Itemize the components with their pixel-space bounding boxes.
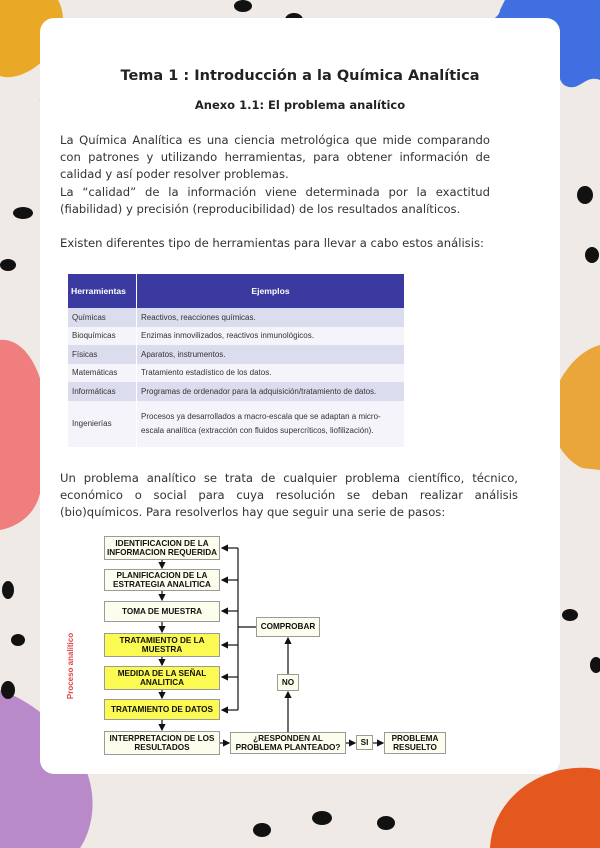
no-label: NO	[277, 674, 299, 691]
step-interpretation: INTERPRETACION DE LOS RESULTADOS	[104, 731, 220, 755]
decision-question: ¿RESPONDEN AL PROBLEMA PLANTEADO?	[230, 732, 346, 754]
table-cell-example: Programas de ordenador para la adquisición/tratamiento de datos.	[137, 382, 405, 401]
paragraph-tools-intro: Existen diferentes tipo de herramientas para llevar a cabo estos análisis:	[60, 236, 484, 250]
table-cell-example: Tratamiento estadístico de los datos.	[137, 364, 405, 383]
yes-label: SI	[356, 735, 373, 750]
table-cell-tool: Químicas	[68, 308, 137, 327]
paragraph-analytical-problem: Un problema analítico se trata de cualquier problema científico, técnico, económico o social para cuya resolución se deban realizar análisis (bio)químicos. Para resolverlos hay que seguir una serie de pasos:	[60, 471, 518, 520]
table-cell-tool: Ingenierías	[68, 401, 137, 447]
table-header-tools: Herramientas	[68, 274, 137, 308]
step-planning: PLANIFICACION DE LA ESTRATEGIA ANALITICA	[104, 569, 220, 591]
step-identification: IDENTIFICACION DE LA INFORMACION REQUERIDA	[104, 536, 220, 560]
table-header-examples: Ejemplos	[137, 274, 405, 308]
step-sampling: TOMA DE MUESTRA	[104, 601, 220, 622]
table-cell-example: Reactivos, reacciones químicas.	[137, 308, 405, 327]
table-cell-example: Enzimas inmovilizados, reactivos inmunológicos.	[137, 327, 405, 346]
table-cell-tool: Físicas	[68, 345, 137, 364]
check-box: COMPROBAR	[256, 617, 320, 637]
table-cell-example: Aparatos, instrumentos.	[137, 345, 405, 364]
paragraph-quality: La “calidad” de la información viene determinada por la exactitud (fiabilidad) y precisión (reproducibilidad) de los resultados analíticos.	[60, 185, 490, 217]
table-cell-tool: Informáticas	[68, 382, 137, 401]
step-signal-measurement: MEDIDA DE LA SEÑAL ANALITICA	[104, 666, 220, 690]
table-cell-tool: Matemáticas	[68, 364, 137, 383]
paragraph-intro: La Química Analítica es una ciencia metrológica que mide comparando con patrones y utilizando herramientas, para obtener información de calidad y así poder resolver problemas.	[60, 133, 490, 182]
process-side-label: Proceso analítico	[66, 632, 75, 700]
step-data-treatment: TRATAMIENTO DE DATOS	[104, 699, 220, 720]
step-sample-treatment: TRATAMIENTO DE LA MUESTRA	[104, 633, 220, 657]
table-cell-example: Procesos ya desarrollados a macro-escala que se adaptan a micro-escala analítica (extracción con fluidos supercríticos, liofilización).	[137, 401, 405, 447]
page-subtitle: Anexo 1.1: El problema analítico	[194, 98, 406, 112]
page-title: Tema 1 : Introducción a la Química Analítica	[120, 68, 480, 84]
table-cell-tool: Bioquímicas	[68, 327, 137, 346]
problem-solved-box: PROBLEMA RESUELTO	[384, 732, 446, 754]
